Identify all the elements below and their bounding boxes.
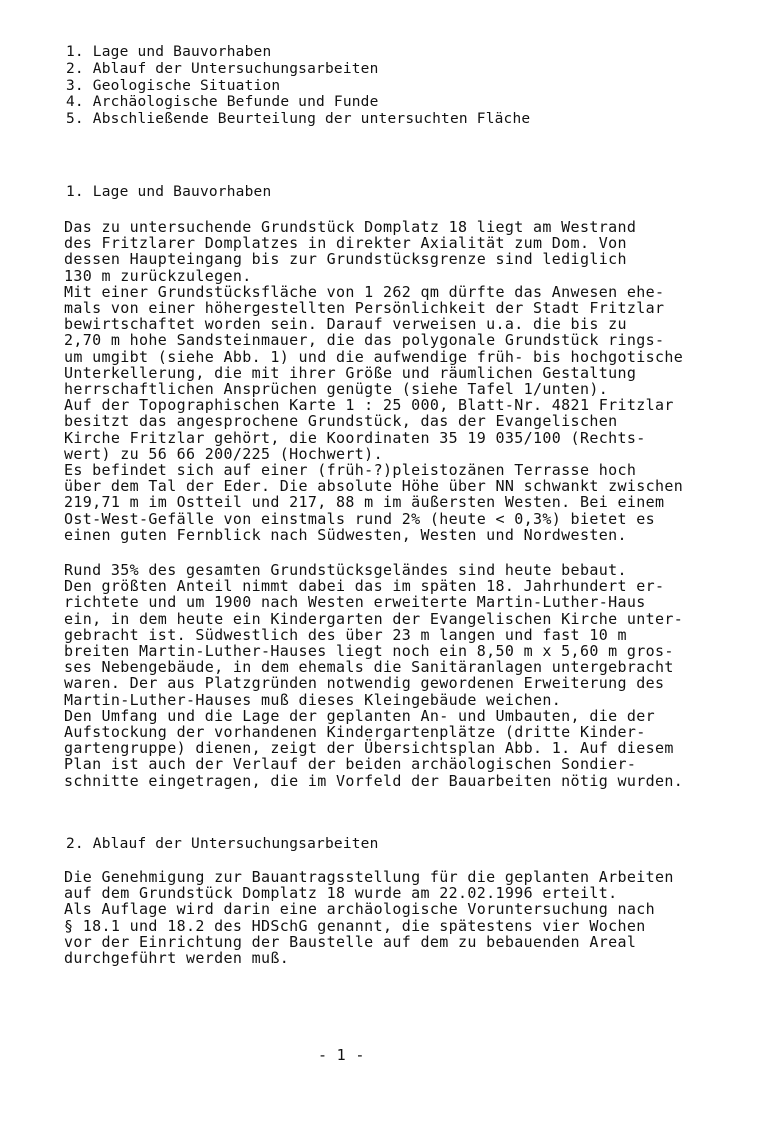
text-line: 219,71 m im Ostteil und 217, 88 m im äußersten Westen. Bei einem bbox=[64, 493, 665, 512]
text-line: einen guten Fernblick nach Südwesten, Westen und Nordwesten. bbox=[64, 525, 627, 544]
text-line: ein, in dem heute ein Kindergarten der Evangelischen Kirche unter- bbox=[64, 609, 684, 628]
toc-item: 5. Abschließende Beurteilung der untersuchten Fläche bbox=[66, 111, 531, 128]
text-line: Den größten Anteil nimmt dabei das im späten 18. Jahrhundert er- bbox=[64, 577, 665, 596]
text-line: Als Auflage wird darin eine archäologische Voruntersuchung nach bbox=[64, 900, 655, 919]
table-of-contents bbox=[66, 44, 530, 128]
section-1-heading: 1. Lage und Bauvorhaben bbox=[66, 184, 272, 200]
section-2-heading: 2. Ablauf der Untersuchungsarbeiten bbox=[66, 836, 379, 852]
text-line: besitzt das angesprochene Grundstück, das der Evangelischen bbox=[64, 412, 618, 431]
text-line: herrschaftlichen Ansprüchen genügte (siehe Tafel 1/unten). bbox=[64, 380, 609, 399]
text-line: Auf der Topographischen Karte 1 : 25 000, Blatt-Nr. 4821 Fritzlar bbox=[64, 396, 674, 415]
text-line: durchgeführt werden muß. bbox=[64, 949, 290, 968]
text-line: Den Umfang und die Lage der geplanten An- und Umbauten, die der bbox=[64, 706, 655, 725]
section-1-paragraph-2 bbox=[64, 562, 683, 789]
text-line: Plan ist auch der Verlauf der beiden archäologischen Sondier- bbox=[64, 755, 637, 774]
text-line: breiten Martin-Luther-Hauses liegt noch ein 8,50 m x 5,60 m gros- bbox=[64, 642, 674, 661]
text-line: 2,70 m hohe Sandsteinmauer, die das polygonale Grundstück rings- bbox=[64, 331, 665, 350]
text-line: gebracht ist. Südwestlich des über 23 m langen und fast 10 m bbox=[64, 625, 627, 644]
text-line: auf dem Grundstück Domplatz 18 wurde am 22.02.1996 erteilt. bbox=[64, 884, 618, 903]
toc-item: 2. Ablauf der Untersuchungsarbeiten bbox=[66, 60, 379, 77]
text-line: des Fritzlarer Domplatzes in direkter Axialität zum Dom. Von bbox=[64, 234, 627, 253]
text-line: schnitte eingetragen, die im Vorfeld der Bauarbeiten nötig wurden. bbox=[64, 771, 684, 790]
text-line: 130 m zurückzulegen. bbox=[64, 266, 252, 285]
text-line: Es befindet sich auf einer (früh-?)pleistozänen Terrasse hoch bbox=[64, 461, 637, 480]
text-line: Die Genehmigung zur Bauantragsstellung für die geplanten Arbeiten bbox=[64, 868, 674, 886]
text-line: Unterkellerung, die mit ihrer Größe und räumlichen Gestaltung bbox=[64, 363, 637, 382]
section-2-paragraph-1 bbox=[64, 869, 674, 966]
text-line: dessen Haupteingang bis zur Grundstücksgrenze sind lediglich bbox=[64, 250, 627, 269]
text-line: bewirtschaftet worden sein. Darauf verweisen u.a. die bis zu bbox=[64, 315, 627, 334]
text-line: richtete und um 1900 nach Westen erweiterte Martin-Luther-Haus bbox=[64, 593, 646, 612]
page-number: - 1 - bbox=[318, 1046, 365, 1064]
text-line: wert) zu 56 66 200/225 (Hochwert). bbox=[64, 444, 383, 463]
text-line: gartengruppe) dienen, zeigt der Übersichtsplan Abb. 1. Auf diesem bbox=[64, 739, 674, 758]
text-line: ses Nebengebäude, in dem ehemals die Sanitäranlagen untergebracht bbox=[64, 658, 674, 677]
text-line: Mit einer Grundstücksfläche von 1 262 qm dürfte das Anwesen ehe- bbox=[64, 282, 665, 301]
section-1-paragraph-1 bbox=[64, 219, 683, 543]
text-line: Kirche Fritzlar gehört, die Koordinaten 35 19 035/100 (Rechts- bbox=[64, 428, 646, 447]
text-line: über dem Tal der Eder. Die absolute Höhe über NN schwankt zwischen bbox=[64, 477, 684, 496]
toc-item: 4. Archäologische Befunde und Funde bbox=[66, 94, 379, 111]
text-line: mals von einer höhergestellten Persönlichkeit der Stadt Fritzlar bbox=[64, 299, 665, 318]
toc-item: 1. Lage und Bauvorhaben bbox=[66, 44, 272, 60]
text-line: vor der Einrichtung der Baustelle auf dem zu bebauenden Areal bbox=[64, 932, 637, 951]
text-line: § 18.1 und 18.2 des HDSchG genannt, die spätestens vier Wochen bbox=[64, 916, 646, 935]
text-line: Martin-Luther-Hauses muß dieses Kleingebäude weichen. bbox=[64, 690, 562, 709]
text-line: Das zu untersuchende Grundstück Domplatz 18 liegt am Westrand bbox=[64, 218, 637, 236]
text-line: Rund 35% des gesamten Grundstücksgeländes sind heute bebaut. bbox=[64, 561, 627, 579]
text-line: Ost-West-Gefälle von einstmals rund 2% (heute < 0,3%) bietet es bbox=[64, 509, 655, 528]
text-line: Aufstockung der vorhandenen Kindergartenplätze (dritte Kinder- bbox=[64, 723, 646, 742]
text-line: um umgibt (siehe Abb. 1) und die aufwendige früh- bis hochgotische bbox=[64, 347, 684, 366]
toc-item: 3. Geologische Situation bbox=[66, 77, 281, 94]
text-line: waren. Der aus Platzgründen notwendig gewordenen Erweiterung des bbox=[64, 674, 665, 693]
